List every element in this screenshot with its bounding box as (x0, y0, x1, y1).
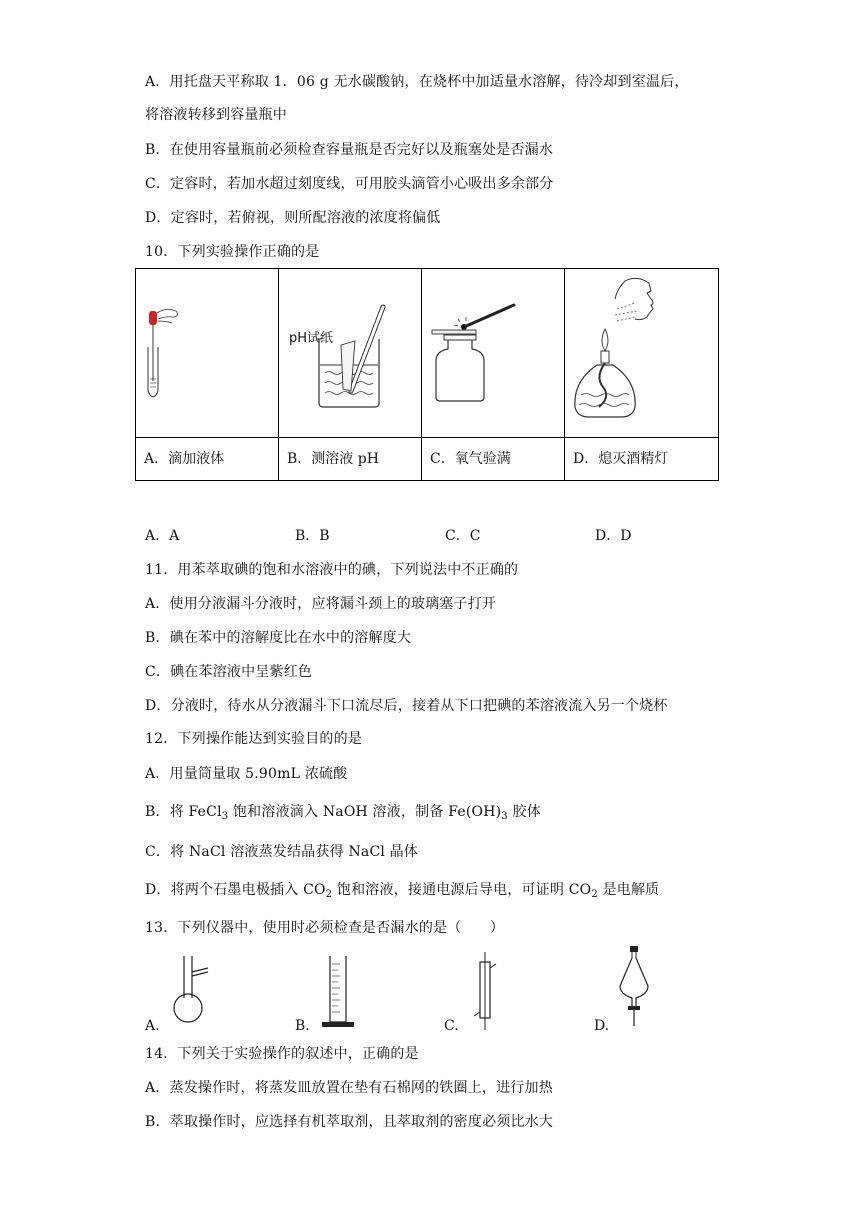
q10-caption-c: C．氧气验满 (422, 438, 565, 481)
q12-option-a: A．用量筒量取 5.90mL 浓硫酸 (145, 766, 348, 782)
q12-option-b: B．将 FeCl$_3$ 饱和溶液滴入 NaOH 溶液，制备 $Fe(OH)_3$ 胶体 (145, 804, 541, 822)
q10-caption-a: A．滴加液体 (136, 438, 279, 481)
q9-option-b: B．在使用容量瓶前必须检查容量瓶是否完好以及瓶塞处是否漏水 (145, 142, 554, 158)
q9-option-a-line2: 将溶液转移到容量瓶中 (145, 107, 287, 123)
q14-option-b: B．萃取操作时，应选择有机萃取剂，且萃取剂的密度必须比水大 (145, 1114, 554, 1130)
q12-stem: 12．下列操作能达到实验目的的是 (145, 731, 363, 747)
q10-figure-d (565, 269, 719, 438)
q13-stem: 13．下列仪器中，使用时必须检查是否漏水的是（ ） (145, 920, 505, 936)
q10-choice-c: C．C (445, 528, 481, 544)
q13-label-d: D. (594, 1018, 610, 1034)
q10-caption-b: B．测溶液 pH (279, 438, 422, 481)
alcohol-lamp-blowing-icon (565, 269, 718, 437)
separatory-funnel-icon (614, 944, 654, 1030)
q10-figure-c (422, 269, 565, 438)
q14-stem: 14．下列关于实验操作的叙述中，正确的是 (145, 1046, 419, 1062)
q10-figure-a (136, 269, 279, 438)
q10-choices (145, 526, 745, 546)
q11-option-b: B．碘在苯中的溶解度比在水中的溶解度大 (145, 630, 412, 646)
q10-stem: 10．下列实验操作正确的是 (145, 244, 320, 260)
distilling-flask-icon (160, 946, 220, 1030)
q11-option-d: D．分液时，待水从分液漏斗下口流尽后，接着从下口把碘的苯溶液流入另一个烧杯 (145, 698, 668, 714)
q13-label-c: C. (444, 1018, 459, 1034)
q13-label-b: B. (295, 1018, 310, 1034)
q10-choice-a: A．A (145, 528, 180, 544)
q9-option-d: D．定容时，若俯视，则所配溶液的浓度将偏低 (145, 210, 441, 226)
q10-figure-b (279, 269, 422, 438)
beaker-ph-paper-icon (279, 269, 421, 437)
q11-option-c: C．碘在苯溶液中呈紫红色 (145, 664, 313, 680)
q12-option-d: D．将两个石墨电极插入 $CO_2$ 饱和溶液，接通电源后导电，可证明 $CO_2$ 是电解质 (145, 882, 660, 900)
dropper-test-tube-icon (136, 269, 278, 437)
condenser-tube-icon (466, 950, 506, 1034)
q11-option-a: A．使用分液漏斗分液时，应将漏斗颈上的玻璃塞子打开 (145, 596, 497, 612)
q10-choice-b: B．B (295, 528, 330, 544)
graduated-cylinder-icon (318, 954, 358, 1034)
q13-label-a: A. (145, 1018, 160, 1034)
q14-option-a: A．蒸发操作时，将蒸发皿放置在垫有石棉网的铁圈上，进行加热 (145, 1080, 553, 1096)
q11-stem: 11．用苯萃取碘的饱和水溶液中的碘，下列说法中不正确的 (145, 562, 519, 578)
q10-figure-table (135, 268, 719, 481)
ph-paper-label: pH试纸 (289, 331, 334, 346)
q10-caption-d: D．熄灭酒精灯 (565, 438, 719, 481)
q9-option-c: C．定容时，若加水超过刻度线，可用胶头滴管小心吸出多余部分 (145, 176, 554, 192)
q12-option-c: C．将 NaCl 溶液蒸发结晶获得 NaCl 晶体 (145, 844, 419, 860)
q10-choice-d: D．D (595, 528, 632, 544)
q9-option-a-line1: A．用托盘天平称取 1．06 g 无水碳酸钠，在烧杯中加适量水溶解，待冷却到室温后， (145, 74, 689, 90)
gas-bottle-splint-icon (422, 269, 564, 437)
